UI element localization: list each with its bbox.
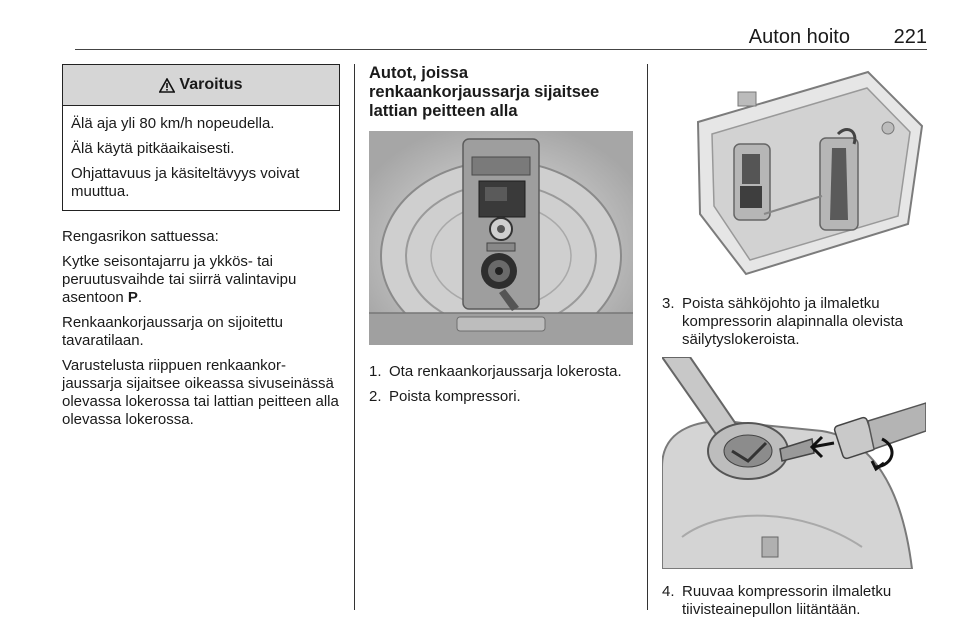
warning-title: Varoitus <box>179 76 243 93</box>
step-number: 1. <box>369 363 382 380</box>
page-number: 221 <box>893 26 927 48</box>
step-text: Kytke seisontajarru ja ykkös- tai peruutusvaihde tai siirrä valintavipu asentoon <box>62 253 297 306</box>
warning-box <box>62 64 340 211</box>
warning-triangle-icon <box>159 78 175 93</box>
step-number: 2. <box>369 388 382 405</box>
step-number: 3. <box>662 295 675 312</box>
steps-list-right-b <box>662 583 930 619</box>
figure-compressor-underside <box>662 64 926 276</box>
gear-position-label: P <box>127 289 138 306</box>
step-text-end: . <box>137 289 143 306</box>
warning-body <box>63 106 339 210</box>
intro-paragraph: Rengasrikon sattuessa: <box>62 228 219 245</box>
column-divider <box>647 64 648 610</box>
left-text <box>62 228 340 429</box>
step-text: Poista kompressori. <box>389 388 521 405</box>
figure-repair-kit-under-floor <box>369 131 633 345</box>
location-paragraph: Renkaankorjaussarja on sijoitettu tavaratilaan. <box>62 314 283 349</box>
column-right <box>662 64 930 626</box>
step-text: Poista sähköjohto ja ilmaletku kompressorin alapinnalla olevista säilytyslokeroista. <box>682 295 903 348</box>
column-divider <box>354 64 355 610</box>
variant-paragraph: Varustelusta riippuen renkaankorjaussarja sijaitsee oikeassa sivuseinässä olevassa lokerossa tai lattian peitteen alla olevassa lokerossa. <box>62 357 339 428</box>
section-title: Auton hoito <box>748 26 850 48</box>
list-item <box>662 583 930 619</box>
step-text: Ruuvaa kompressorin ilmaletku tiivisteainepullon liitäntään. <box>682 583 892 618</box>
step-paragraph <box>62 253 340 307</box>
steps-list-right-a <box>662 295 930 349</box>
list-item <box>369 363 633 381</box>
warning-header <box>63 65 339 106</box>
list-item <box>662 295 930 349</box>
step-number: 4. <box>662 583 675 600</box>
warning-line: Älä käytä pitkäaikaisesti. <box>71 140 235 157</box>
section-heading: Autot, joissa renkaankorjaussarja sijaitsee lattian peitteen alla <box>369 64 600 120</box>
warning-line: Älä aja yli 80 km/h nopeudella. <box>71 115 275 132</box>
column-left <box>62 64 340 436</box>
list-item <box>369 388 633 406</box>
step-text: Ota renkaankorjaussarja lokerosta. <box>389 363 622 380</box>
header-rule <box>75 49 927 50</box>
column-middle <box>369 64 633 413</box>
steps-list-middle <box>369 363 633 406</box>
figure-hose-connection <box>662 357 926 569</box>
warning-line: Ohjattavuus ja käsiteltävyys voivat muuttua. <box>71 165 300 200</box>
